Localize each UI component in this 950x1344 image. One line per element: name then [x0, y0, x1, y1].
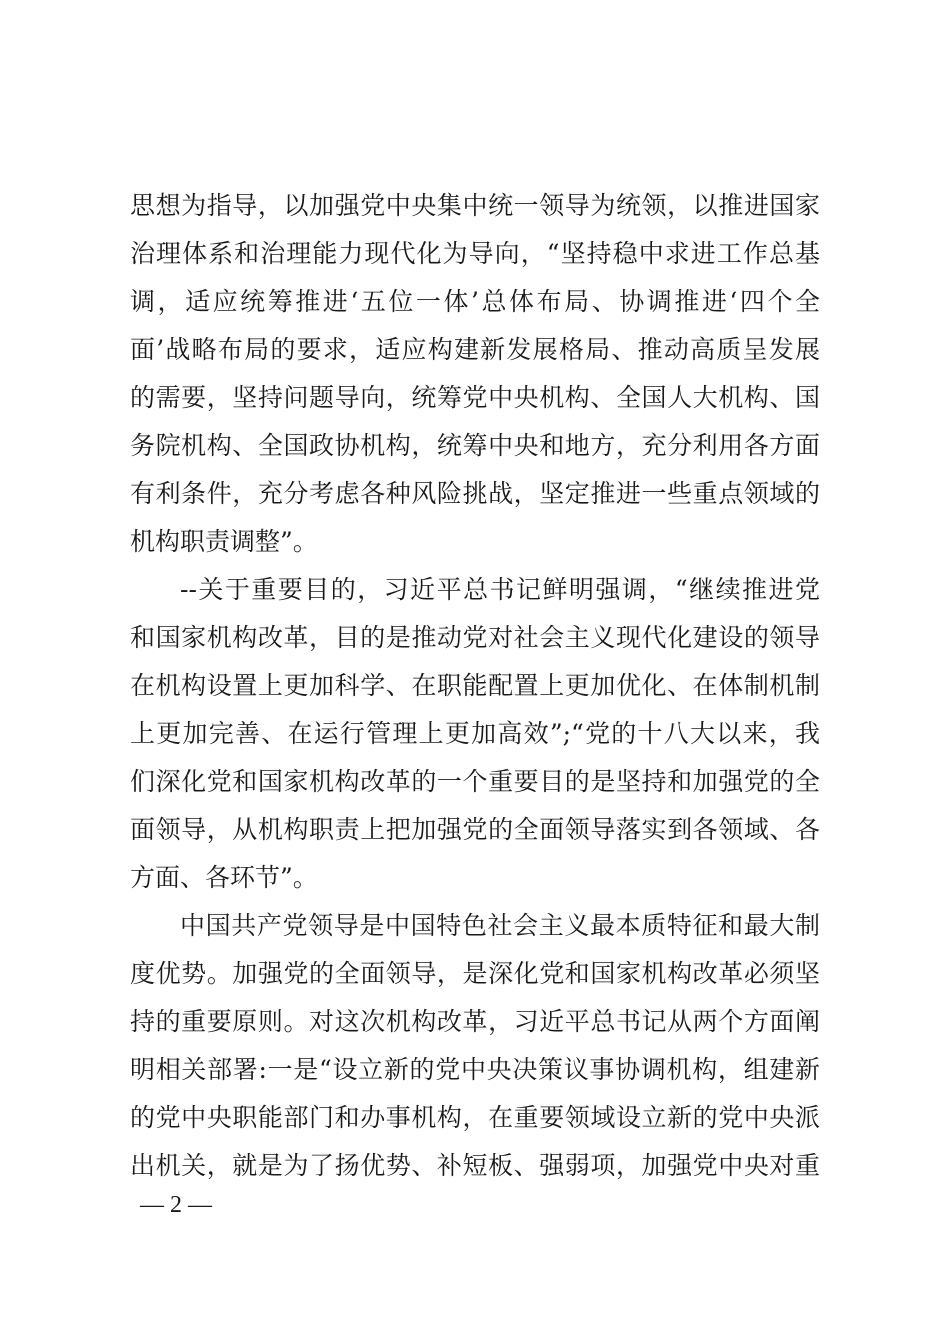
text-line: 度优势。加强党的全面领导，是深化党和国家机构改革必须坚: [130, 959, 820, 988]
text-line: 出机关，就是为了扬优势、补短板、强弱项，加强党中央对重: [130, 1151, 820, 1180]
text-line: 明相关部署:一是“设立新的党中央决策议事协调机构，组建新: [130, 1055, 820, 1084]
text-line: 面领导，从机构职责上把加强党的全面领导落实到各领域、各: [130, 815, 820, 844]
text-line: 的党中央职能部门和办事机构，在重要领域设立新的党中央派: [130, 1103, 820, 1132]
text-line: 方面、各环节”。: [130, 863, 318, 892]
text-line: 在机构设置上更加科学、在职能配置上更加优化、在体制机制: [130, 671, 820, 700]
paragraph-first-line: 中国共产党领导是中国特色社会主义最本质特征和最大制: [180, 911, 820, 940]
text-line: 持的重要原则。对这次机构改革，习近平总书记从两个方面阐: [130, 1007, 820, 1036]
text-line: 有利条件，充分考虑各种风险挑战，坚定推进一些重点领域的: [130, 479, 820, 508]
text-line: 治理体系和治理能力现代化为导向，“坚持稳中求进工作总基: [130, 239, 820, 268]
text-line: 们深化党和国家机构改革的一个重要目的是坚持和加强党的全: [130, 767, 820, 796]
text-line: 面’战略布局的要求，适应构建新发展格局、推动高质呈发展: [130, 335, 820, 364]
paragraph-first-line: --关于重要目的，习近平总书记鲜明强调，“继续推进党: [180, 575, 820, 604]
text-line: 和国家机构改革，目的是推动党对社会主义现代化建设的领导: [130, 623, 820, 652]
text-line: 上更加完善、在运行管理上更加高效”;“党的十八大以来，我: [130, 719, 820, 748]
text-line: 机构职责调整”。: [130, 527, 318, 556]
text-line: 思想为指导，以加强党中央集中统一领导为统领，以推进国家: [130, 191, 820, 220]
text-line: 的需要，坚持问题导向，统筹党中央机构、全国人大机构、国: [130, 383, 820, 412]
text-line: 务院机构、全国政协机构，统筹中央和地方，充分利用各方面: [130, 431, 820, 460]
page-number: — 2 —: [140, 1192, 212, 1218]
text-line: 调，适应统筹推进‘五位一体’总体布局、协调推进‘四个全: [130, 287, 820, 316]
